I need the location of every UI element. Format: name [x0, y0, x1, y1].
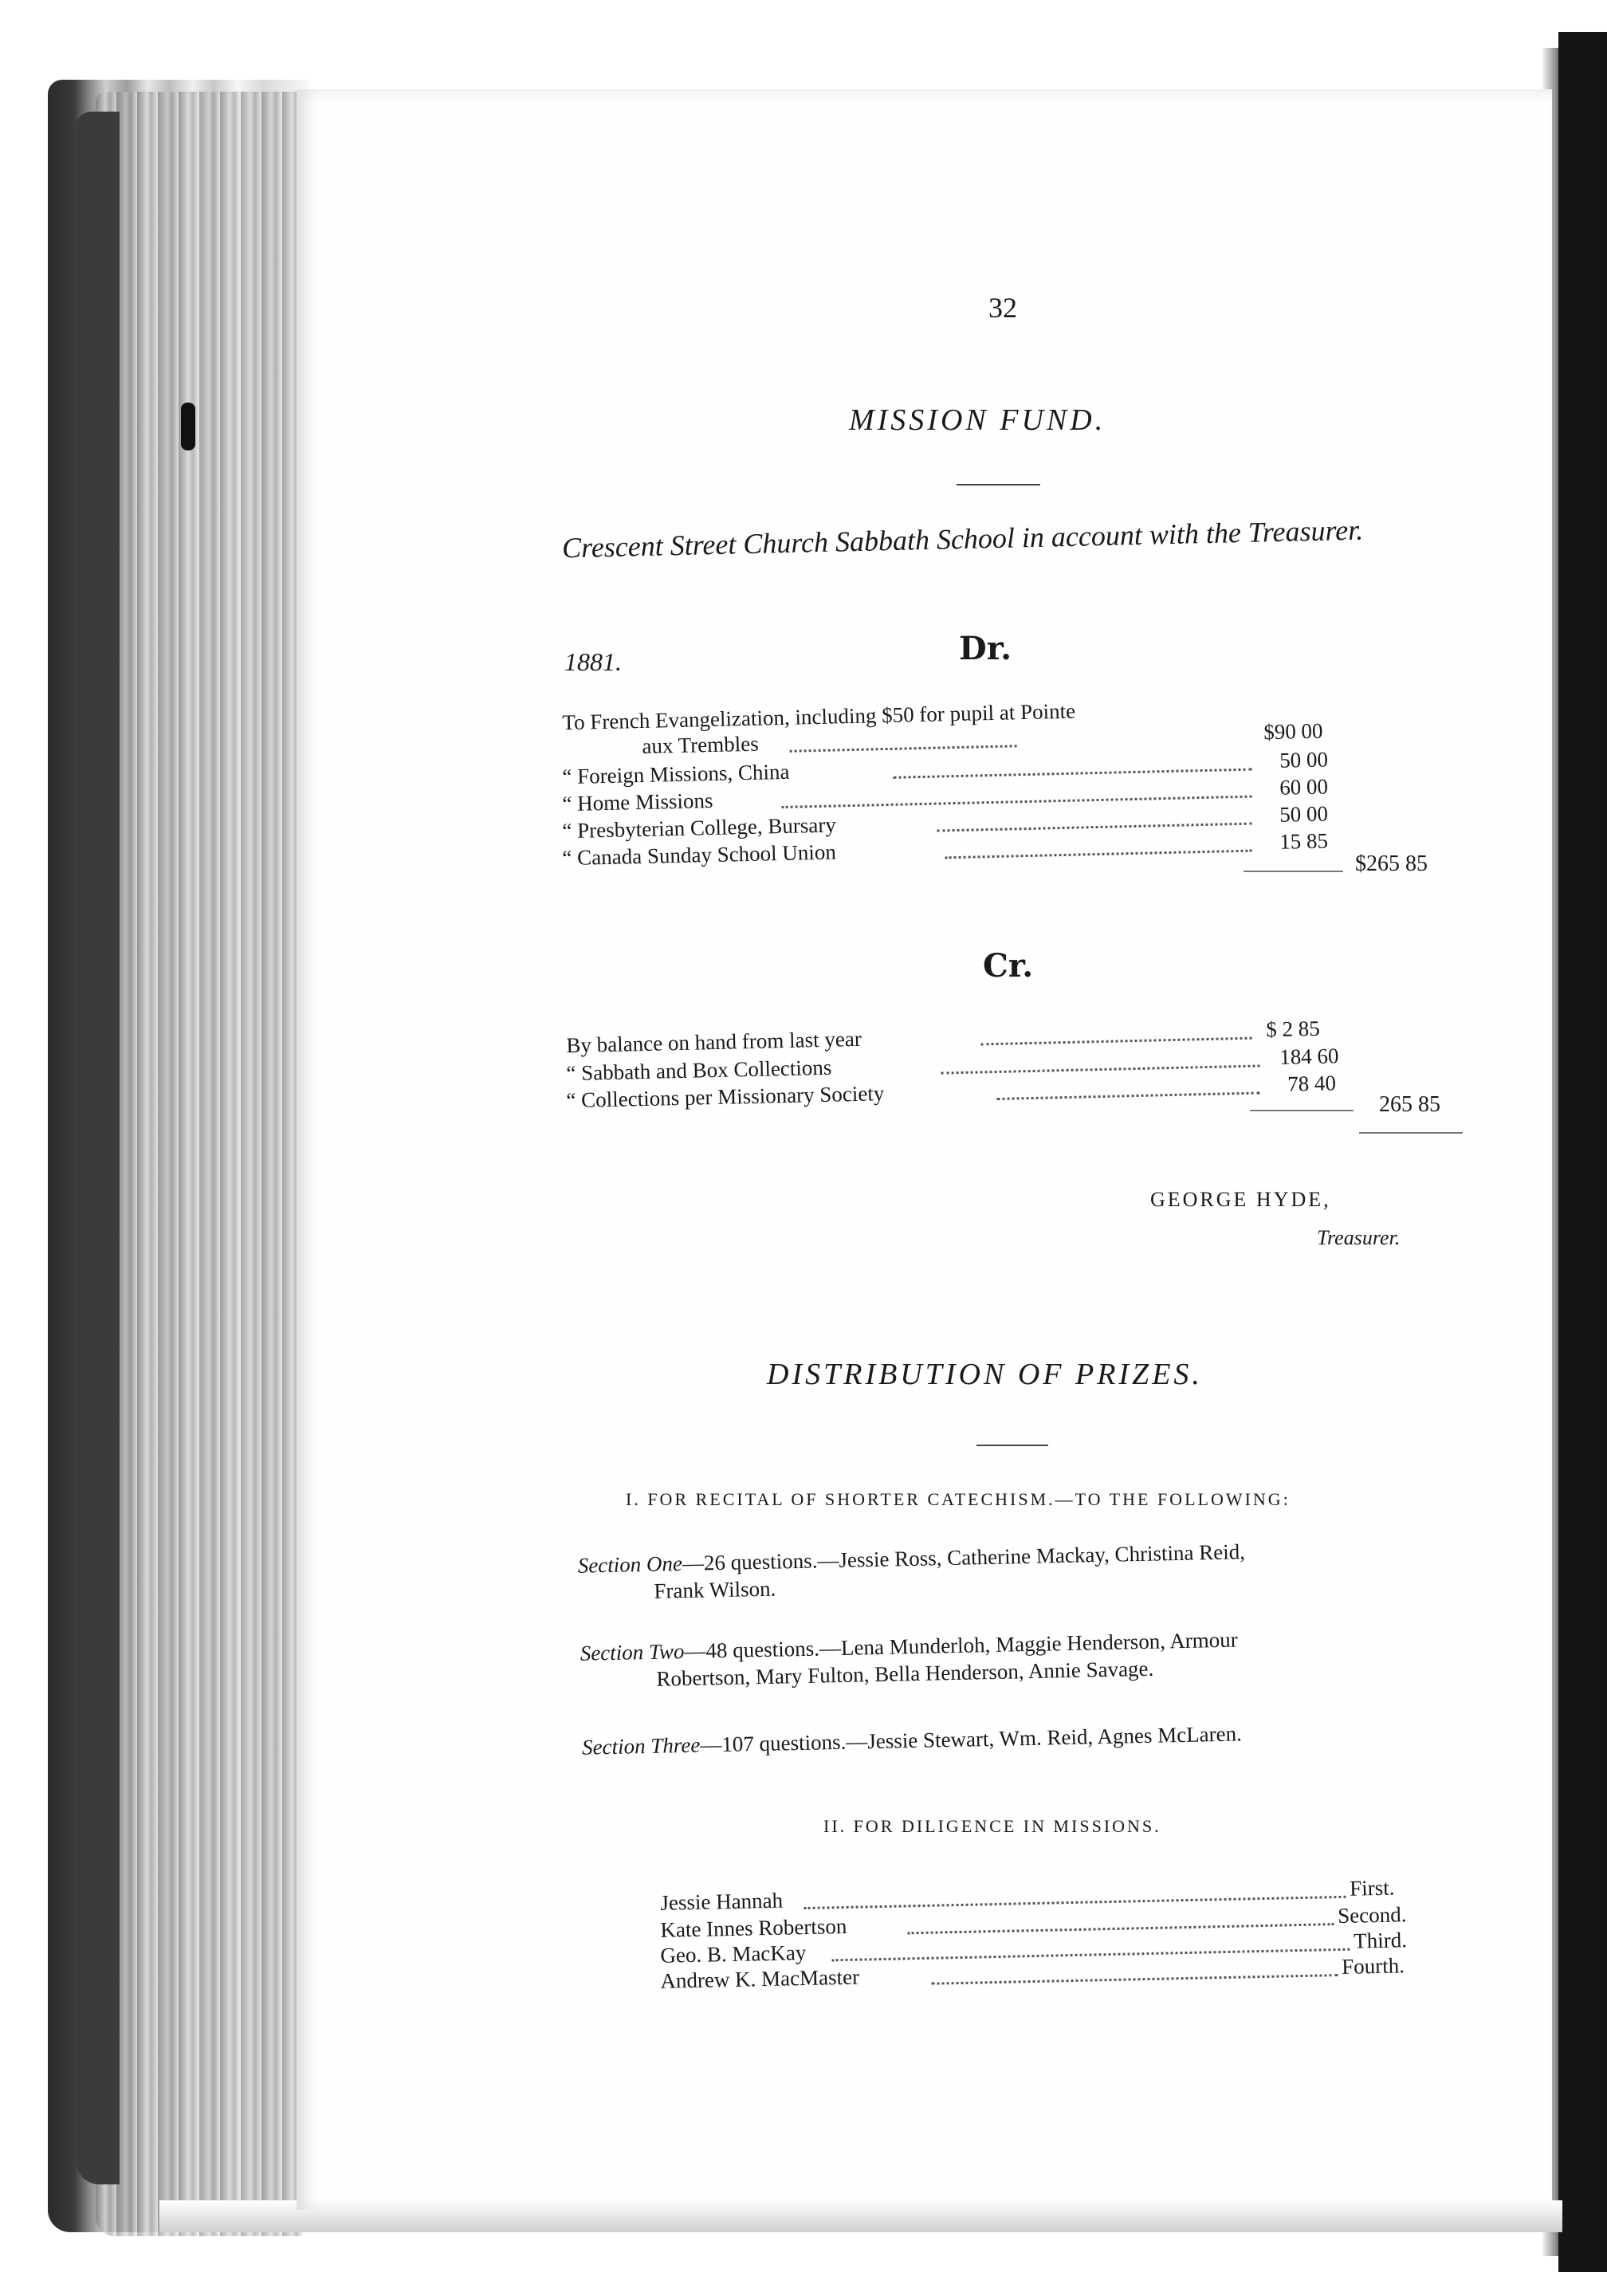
- credit-label: “ Collections per Missionary Society: [566, 1081, 885, 1113]
- debit-label: “ Home Missions: [562, 788, 713, 816]
- section-text: —48 questions.—Lena Munderloh, Maggie Henderson, Armour: [684, 1627, 1239, 1664]
- debit-heading: Dr.: [959, 630, 1012, 667]
- debit-label: “ Foreign Missions, China: [562, 759, 790, 789]
- debit-amount: 50 00: [1279, 801, 1329, 827]
- debit-amount: $90 00: [1263, 718, 1323, 745]
- debit-label: “ Presbyterian College, Bursary: [562, 812, 837, 843]
- account-subtitle: Crescent Street Church Sabbath School in account with the Treasurer.: [561, 513, 1364, 564]
- credit-heading: Cr.: [983, 947, 1034, 985]
- debit-label: To French Evangelization, including $50 for pupil at Pointe: [562, 698, 1076, 735]
- diligence-heading: II. FOR DILIGENCE IN MISSIONS.: [823, 1816, 1161, 1836]
- account-year: 1881.: [564, 647, 622, 676]
- section-text: —26 questions.—Jessie Ross, Catherine Mackay, Christina Reid,: [682, 1539, 1246, 1575]
- credit-label: By balance on hand from last year: [566, 1026, 862, 1058]
- prizes-title: DISTRIBUTION OF PRIZES.: [767, 1358, 1203, 1391]
- diligence-place: Fourth.: [1341, 1953, 1405, 1979]
- credit-amount: 78 40: [1287, 1071, 1337, 1096]
- diligence-place: First.: [1349, 1875, 1395, 1901]
- page-stack-texture: [96, 92, 303, 2236]
- title-rule: [957, 484, 1040, 486]
- debit-amount: 50 00: [1279, 747, 1329, 773]
- subtotal-rule: [1244, 871, 1343, 872]
- page-number: 32: [988, 292, 1017, 324]
- mission-fund-title: MISSION FUND.: [849, 403, 1106, 437]
- book-spine-shadow: [76, 112, 120, 2184]
- book-cover-right: [1558, 32, 1607, 2272]
- debit-total: $265 85: [1355, 851, 1428, 876]
- diligence-name: Geo. B. MacKay: [660, 1940, 807, 1968]
- diligence-place: Third.: [1353, 1928, 1408, 1953]
- debit-label: “ Canada Sunday School Union: [562, 839, 837, 871]
- section-text: —107 questions.—Jessie Stewart, Wm. Reid, Agnes McLaren.: [699, 1721, 1243, 1757]
- credit-amount: $ 2 85: [1265, 1016, 1321, 1042]
- section-name: Section One: [577, 1551, 683, 1578]
- subtotal-rule: [1250, 1110, 1354, 1111]
- prizes-rule: [976, 1445, 1048, 1446]
- section-name: Section Three: [581, 1732, 701, 1759]
- treasurer-name: GEORGE HYDE,: [1150, 1188, 1331, 1211]
- credit-amount: 184 60: [1279, 1044, 1339, 1069]
- binding-mark: [181, 403, 195, 450]
- credit-label: “ Sabbath and Box Collections: [566, 1055, 832, 1086]
- section-continuation: Robertson, Mary Fulton, Bella Henderson, Annie Savage.: [656, 1656, 1154, 1691]
- treasurer-title: Treasurer.: [1317, 1226, 1401, 1249]
- diligence-name: Andrew K. MacMaster: [660, 1964, 860, 1993]
- section-continuation: Frank Wilson.: [654, 1576, 776, 1603]
- diligence-name: Jessie Hannah: [660, 1888, 784, 1915]
- debit-amount: 60 00: [1279, 774, 1329, 800]
- debit-label: aux Trembles: [642, 731, 760, 758]
- total-rule: [1359, 1132, 1463, 1134]
- section-name: Section Two: [580, 1639, 685, 1665]
- diligence-place: Second.: [1337, 1902, 1407, 1928]
- diligence-name: Kate Innes Robertson: [660, 1913, 847, 1942]
- catechism-heading: I. FOR RECITAL OF SHORTER CATECHISM.—TO THE FOLLOWING:: [626, 1489, 1291, 1509]
- credit-total: 265 85: [1379, 1092, 1440, 1117]
- debit-amount: 15 85: [1279, 828, 1329, 854]
